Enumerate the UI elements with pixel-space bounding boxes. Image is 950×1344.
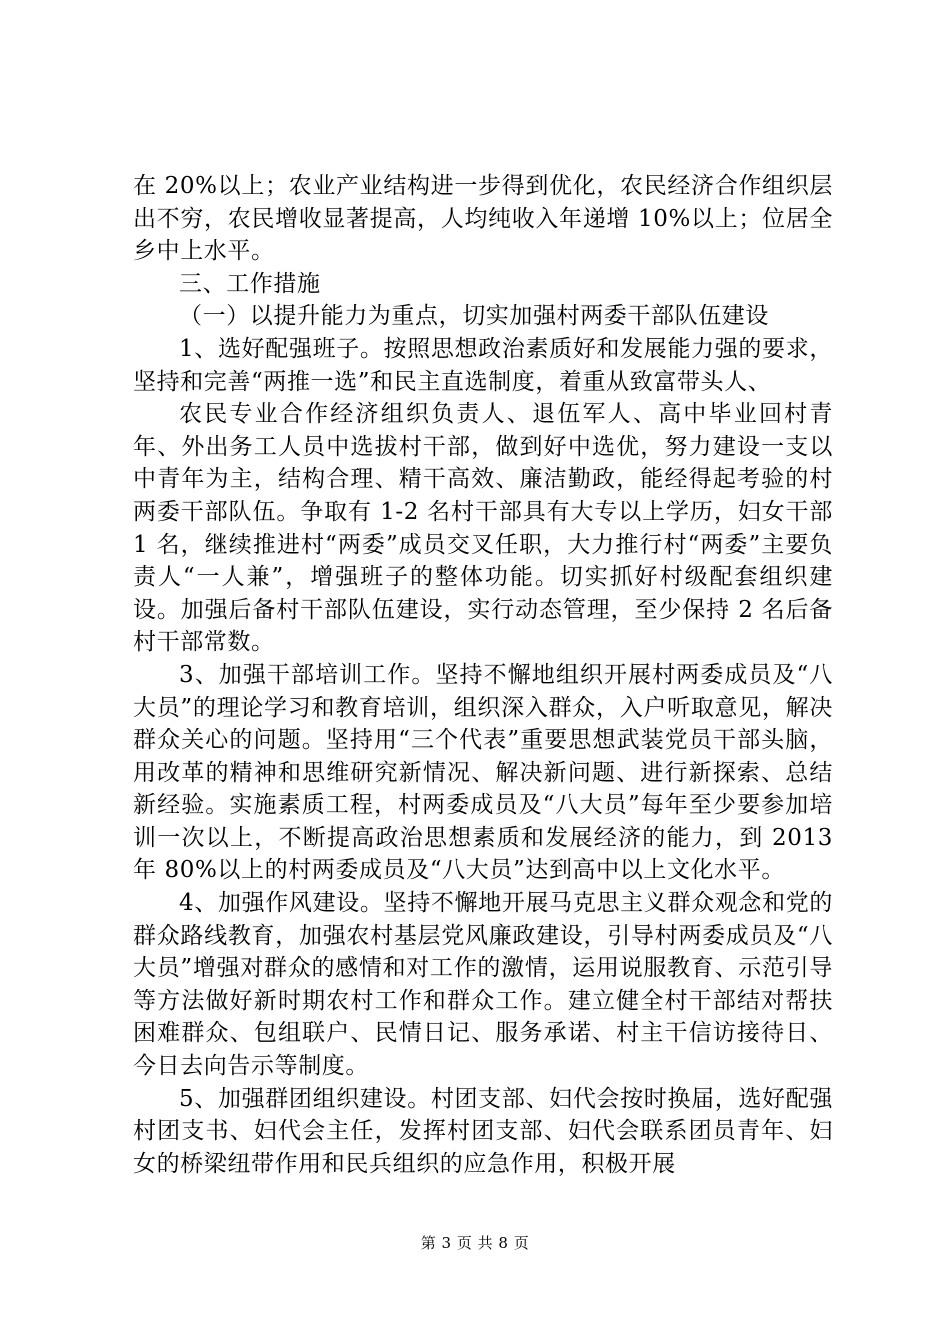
page-number-footer: 第 3 页 共 8 页 [420, 1234, 530, 1252]
paragraph-item-3: 3、加强干部培训工作。坚持不懈地组织开展村两委成员及“八大员”的理论学习和教育培训，组织深入群众，入户听取意见，解决群众关心的问题。坚持用“三个代表”重要思想武装党员干部头脑，用改革的精神和思维研究新情况、解决新问题、进行新探索、总结新经验。实施素质工程，村两委成员及“八大员”每年至少要参加培训一次以上，不断提高政治思想素质和发展经济的能力，到 2013 年 80%以上的村两委成员及“八大员”达到高中以上文化水平。 [133, 661, 833, 884]
paragraph-item-4: 4、加强作风建设。坚持不懈地开展马克思主义群众观念和党的群众路线教育，加强农村基层党风廉政建设，引导村两委成员及“八大员”增强对群众的感情和对工作的激情，运用说服教育、示范引导等方法做好新时期农村工作和群众工作。建立健全村干部结对帮扶困难群众、包组联户、民情日记、服务承诺、村主干信访接待日、今日去向告示等制度。 [133, 890, 833, 1080]
document-body [133, 170, 833, 1180]
paragraph-continuation: 在 20%以上；农业产业结构进一步得到优化，农民经济合作组织层出不穷，农民增收显著提高，人均纯收入年递增 10%以上；位居全乡中上水平。 [133, 173, 833, 265]
paragraph-item-1-continued: 农民专业合作经济组织负责人、退伍军人、高中毕业回村青年、外出务工人员中选拔村干部，做到好中选优，努力建设一支以中青年为主，结构合理、精干高效、廉洁勤政，能经得起考验的村两委干部队伍。争取有 1-2 名村干部具有大专以上学历，妇女干部 1 名，继续推进村“两委”成员交叉任职，大力推行村“两委”主要负责人“一人兼”，增强班子的整体功能。切实抓好村级配套组织建设。加强后备村干部队伍建设，实行动态管理，至少保持 2 名后备村干部常数。 [133, 401, 833, 656]
subsection-heading-capacity: （一）以提升能力为重点，切实加强村两委干部队伍建设 [179, 303, 769, 330]
paragraph-item-5: 5、加强群团组织建设。村团支部、妇代会按时换届，选好配强村团支书、妇代会主任，发挥村团支部、妇代会联系团员青年、妇女的桥梁纽带作用和民兵组织的应急作用，积极开展 [133, 1085, 833, 1177]
section-heading-measures: 三、工作措施 [179, 270, 321, 297]
paragraph-item-1: 1、选好配强班子。按照思想政治素质好和发展能力强的要求，坚持和完善“两推一选”和民主直选制度，着重从致富带头人、 [133, 335, 833, 395]
